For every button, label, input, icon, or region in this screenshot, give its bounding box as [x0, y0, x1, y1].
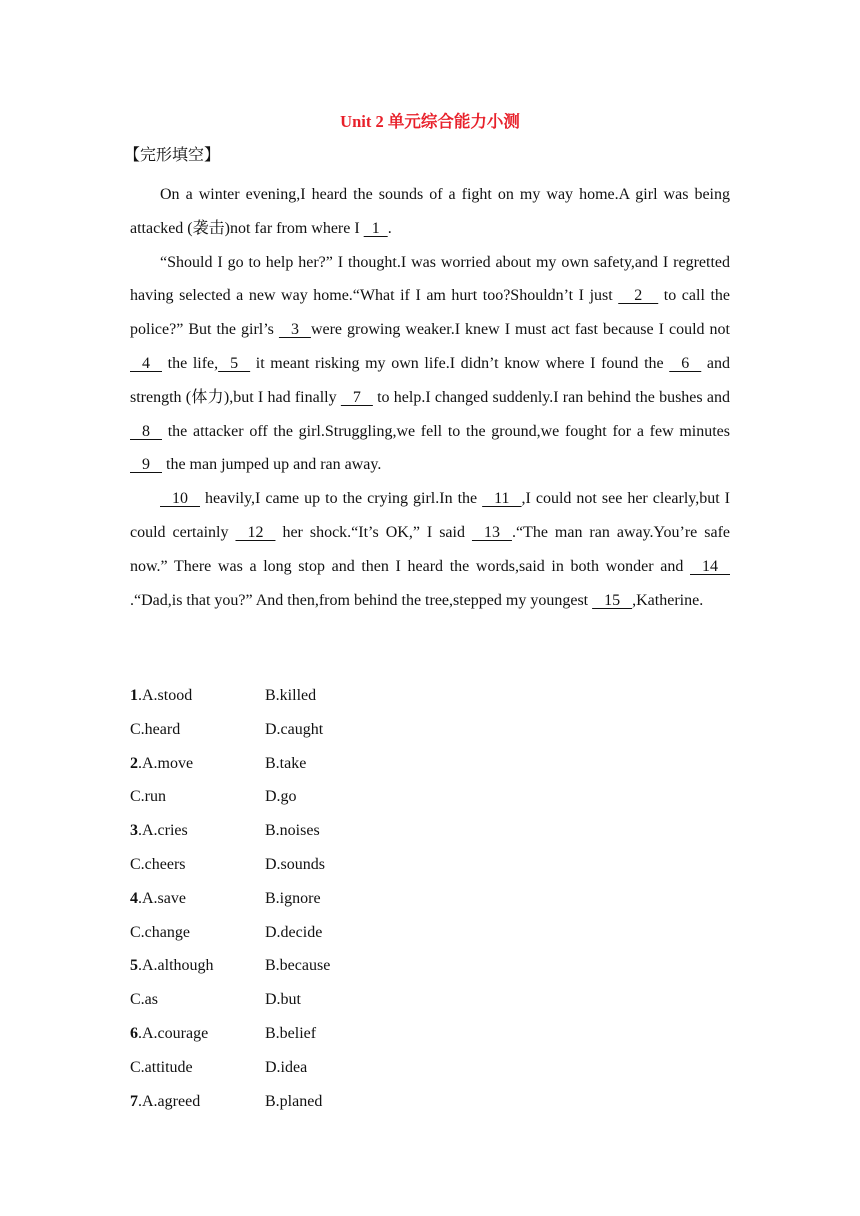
- blank-7: 7: [340, 388, 373, 406]
- option-a-text: .A.cries: [138, 822, 188, 840]
- passage-text: heavily,I came up to the crying girl.In the: [200, 490, 483, 508]
- question-number: 6: [130, 1024, 138, 1042]
- blank-9: 9: [130, 456, 162, 474]
- option-row: [130, 916, 400, 950]
- section-heading: 【完形填空】: [124, 147, 221, 164]
- blank-14: 14: [690, 557, 730, 575]
- option-a-text: .A.stood: [138, 687, 193, 704]
- option-b: B.because: [265, 957, 331, 975]
- question-number: 4: [130, 889, 138, 907]
- option-a-text: .A.although: [138, 957, 214, 975]
- passage-text: .“Dad,is that you?” And then,from behind the tree,stepped my youngest: [130, 591, 593, 609]
- option-b: B.noises: [265, 822, 320, 840]
- option-row: [130, 679, 400, 713]
- passage-paragraph-1: [130, 178, 730, 246]
- option-a-text: .A.move: [138, 754, 194, 772]
- blank-3: 3: [278, 321, 311, 339]
- option-a: [130, 1085, 265, 1119]
- option-b: B.ignore: [265, 889, 321, 907]
- option-row: [130, 1051, 400, 1085]
- option-d: D.but: [265, 991, 301, 1009]
- option-row: [130, 949, 400, 983]
- blank-8: 8: [130, 422, 162, 440]
- blank-12: 12: [235, 523, 276, 541]
- passage-text: “Should I go to help her?” I thought.I was worried about my own safety,and I regretted having selected a new way home.“What if I am hurt too?Shouldn’t I just: [130, 253, 730, 305]
- blank-4: 4: [130, 354, 162, 372]
- passage-paragraph-3: [130, 482, 730, 617]
- option-c: C.run: [130, 788, 166, 806]
- passage-text: ,I could not see her clearly,but I could certainly: [130, 490, 731, 541]
- option-a: [130, 747, 265, 781]
- option-a: [130, 882, 265, 916]
- option-c: C.cheers: [130, 855, 186, 873]
- option-a-text: .A.save: [138, 889, 186, 907]
- option-a: [130, 814, 265, 848]
- blank-13: 13: [471, 523, 512, 541]
- option-b: B.take: [265, 754, 307, 772]
- blank-11: 11: [482, 490, 522, 508]
- option-row: [130, 814, 400, 848]
- passage-paragraph-2: [130, 246, 730, 483]
- blank-2: 2: [618, 287, 659, 305]
- option-a-text: .A.agreed: [138, 1092, 201, 1110]
- passage-text: On a winter evening,I heard the sounds of a fight on my way home.A girl was being attacked (袭击)not far from where I: [130, 186, 730, 237]
- blank-6: 6: [669, 354, 702, 372]
- option-c: C.as: [130, 991, 158, 1009]
- option-d: D.idea: [265, 1058, 308, 1076]
- option-b: B.belief: [265, 1024, 317, 1042]
- answer-options: [130, 679, 400, 1118]
- page-title: Unit 2 单元综合能力小测: [340, 112, 520, 131]
- blank-1: 1: [363, 219, 388, 237]
- passage-text: the attacker off the girl.Struggling,we fell to the ground,we fought for a few minutes: [162, 422, 730, 440]
- passage-text: it meant risking my own life.I didn’t know where I found the: [250, 354, 670, 372]
- question-number: 5: [130, 957, 138, 975]
- option-c: C.heard: [130, 720, 181, 738]
- passage-text: .“The man ran away.You’re safe now.” There was a long stop and then I heard the words,said in both wonder and: [130, 523, 730, 575]
- option-b: B.killed: [265, 687, 317, 704]
- option-c: C.change: [130, 923, 190, 941]
- passage-text: her shock.“It’s OK,” I said: [275, 523, 472, 541]
- passage-text: the life,: [162, 354, 219, 372]
- option-row: [130, 1085, 400, 1119]
- option-a: [130, 1017, 265, 1051]
- option-row: [130, 780, 400, 814]
- blank-15: 15: [592, 591, 633, 609]
- passage-text: and strength (体力),but I had finally: [130, 354, 730, 406]
- passage-text: ,Katherine.: [632, 591, 704, 609]
- passage-text: the man jumped up and ran away.: [162, 456, 382, 474]
- passage-text: were growing weaker.I knew I must act fast because I could not: [310, 321, 730, 339]
- cloze-passage: [130, 178, 730, 617]
- option-d: D.decide: [265, 923, 323, 941]
- question-number: 7: [130, 1092, 138, 1110]
- option-a: [130, 949, 265, 983]
- option-d: D.caught: [265, 720, 324, 738]
- option-c: C.attitude: [130, 1058, 193, 1076]
- question-number: 2: [130, 754, 138, 772]
- option-row: [130, 882, 400, 916]
- question-number: 1: [130, 687, 138, 704]
- option-row: [130, 713, 400, 747]
- option-a-text: .A.courage: [138, 1024, 209, 1042]
- option-d: D.go: [265, 788, 297, 806]
- blank-10: 10: [160, 490, 200, 508]
- option-row: [130, 848, 400, 882]
- option-row: [130, 1017, 400, 1051]
- option-b: B.planed: [265, 1092, 323, 1110]
- option-d: D.sounds: [265, 855, 326, 873]
- passage-text: to call the police?” But the girl’s: [130, 287, 730, 339]
- passage-text: .: [387, 219, 392, 237]
- option-row: [130, 747, 400, 781]
- passage-text: to help.I changed suddenly.I ran behind the bushes and: [372, 388, 730, 406]
- blank-5: 5: [218, 354, 251, 372]
- question-number: 3: [130, 822, 138, 840]
- option-row: [130, 983, 400, 1017]
- option-a: [130, 679, 265, 713]
